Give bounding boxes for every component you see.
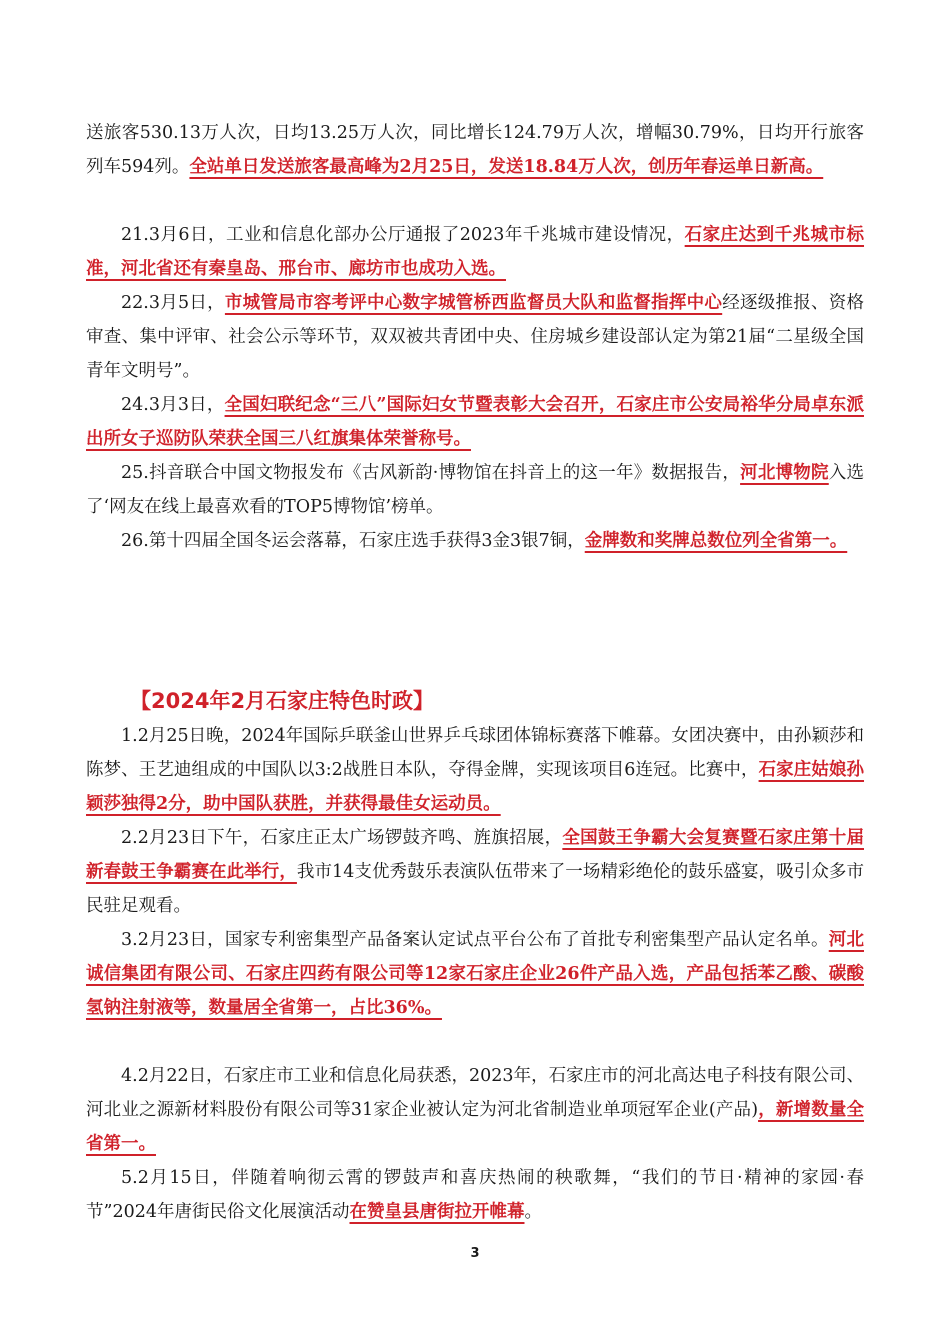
body-text: 。: [524, 1202, 542, 1222]
body-text: 26.第十四届全国冬运会落幕，石家庄选手获得3金3银7铜，: [121, 531, 585, 551]
highlighted-text: 全站单日发送旅客最高峰为2月25日，发送18.84万人次，创历年春运单日新高。: [189, 157, 824, 177]
paragraph: [86, 116, 864, 184]
body-text: 24.3月3日，: [121, 395, 225, 415]
body-text: 5.2月15日，伴随着响彻云霄的锣鼓声和喜庆热闹的秧歌舞，“我们的节日·精神的家园·春节”2024年唐街民俗文化展演活动: [86, 1168, 864, 1222]
paragraph: [86, 1059, 864, 1161]
body-text: 2.2月23日下午，石家庄正太广场锣鼓齐鸣、旌旗招展，: [121, 828, 563, 848]
paragraph: [86, 923, 864, 1025]
highlighted-text: 市城管局市容考评中心数字城管桥西监督员大队和监督指挥中心: [224, 293, 723, 313]
body-text: 25.抖音联合中国文物报发布《古风新韵·博物馆在抖音上的这一年》数据报告，: [121, 463, 741, 483]
highlighted-text: 金牌数和奖牌总数位列全省第一。: [584, 531, 848, 551]
body-text: 3.2月23日，国家专利密集型产品备案认定试点平台公布了首批专利密集型产品认定名单。: [121, 930, 829, 950]
highlighted-text: 石家庄姑娘孙颖莎独得2分，助中国队获胜，并获得最佳女运动员。: [86, 760, 865, 814]
paragraph: [86, 388, 864, 456]
paragraph: [86, 456, 864, 524]
body-text: 21.3月6日，工业和信息化部办公厅通报了2023年千兆城市建设情况，: [121, 225, 685, 245]
body-text: 1.2月25日晚，2024年国际乒联釜山世界乒乓球团体锦标赛落下帷幕。女团决赛中，由孙颖莎和陈梦、王艺迪组成的中国队以3:2战胜日本队，夺得金牌，实现该项目6连冠。比赛中，: [86, 726, 864, 780]
paragraph: [86, 719, 864, 821]
paragraph: [86, 286, 864, 388]
section-heading: 【2024年2月石家庄特色时政】: [130, 689, 435, 713]
highlighted-text: ，新增数量全省第一。: [86, 1100, 865, 1154]
paragraph: [86, 524, 864, 558]
paragraph: [86, 821, 864, 923]
highlighted-text: 全国鼓王争霸大会复赛暨石家庄第十届新春鼓王争霸赛在此举行，: [86, 828, 864, 882]
paragraph: [86, 1161, 864, 1229]
body-text: 送旅客530.13万人次，日均13.25万人次，同比增长124.79万人次，增幅30.79%，日均开行旅客列车594列。: [86, 123, 864, 177]
body-text: 4.2月22日，石家庄市工业和信息化局获悉，2023年，石家庄市的河北高达电子科技有限公司、河北业之源新材料股份有限公司等31家企业被认定为河北省制造业单项冠军企业(产品): [86, 1066, 864, 1120]
highlighted-text: 河北诚信集团有限公司、石家庄四药有限公司等12家石家庄企业26件产品入选，产品包括苯乙酸、碳酸氢钠注射液等，数量居全省第一，占比36%。: [86, 930, 864, 1018]
body-text: 入选了‘网友在线上最喜欢看的TOP5博物馆’榜单。: [86, 463, 864, 517]
highlighted-text: 石家庄达到千兆城市标准，河北省还有秦皇岛、邢台市、廊坊市也成功入选。: [86, 225, 865, 279]
highlighted-text: 在赞皇县唐街拉开帷幕: [349, 1202, 525, 1222]
highlighted-text: 全国妇联纪念“三八”国际妇女节暨表彰大会召开，石家庄市公安局裕华分局卓东派出所女子巡防队荣获全国三八红旗集体荣誉称号。: [86, 395, 864, 449]
body-text: 我市14支优秀鼓乐表演队伍带来了一场精彩绝伦的鼓乐盛宴，吸引众多市民驻足观看。: [86, 862, 864, 916]
page-number: 3: [470, 1246, 480, 1261]
body-text: 经逐级推报、资格审查、集中评审、社会公示等环节，双双被共青团中央、住房城乡建设部认定为第21届“二星级全国青年文明号”。: [86, 293, 865, 381]
paragraph: [86, 218, 864, 286]
highlighted-text: 河北博物院: [740, 463, 829, 483]
body-text: 22.3月5日，: [121, 293, 225, 313]
